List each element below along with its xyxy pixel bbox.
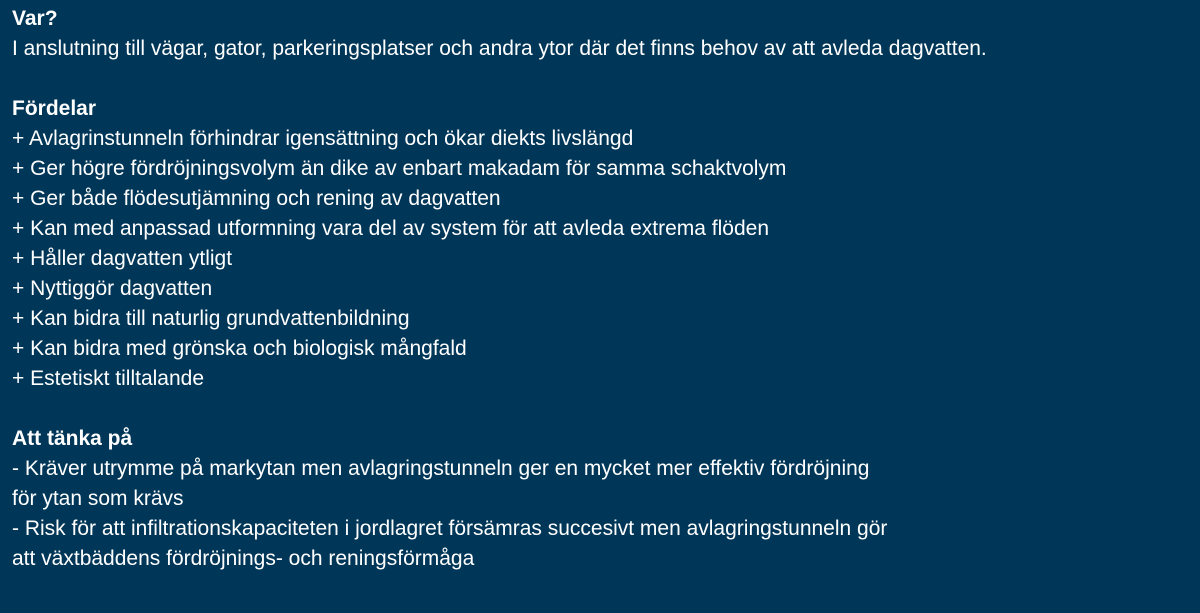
list-item: + Ger både flödesutjämning och rening av dagvatten bbox=[12, 187, 501, 210]
list-item: + Kan med anpassad utformning vara del av system för att avleda extrema flöden bbox=[12, 217, 769, 240]
list-item: + Avlagrinstunneln förhindrar igensättning och ökar diekts livslängd bbox=[12, 127, 634, 150]
list-item: + Estetiskt tilltalande bbox=[12, 367, 205, 390]
section-spacer bbox=[12, 64, 1200, 94]
section-text-var: I anslutning till vägar, gator, parkeringsplatser och andra ytor där det finns behov av att avleda dagvatten. bbox=[12, 37, 987, 60]
section-var bbox=[12, 4, 1200, 64]
list-item: + Kan bidra till naturlig grundvattenbildning bbox=[12, 307, 410, 330]
section-heading-var: Var? bbox=[12, 7, 58, 30]
consideration-line: - Kräver utrymme på markytan men avlagringstunneln ger en mycket mer effektiv fördröjning bbox=[12, 457, 870, 480]
consideration-line: för ytan som krävs bbox=[12, 487, 184, 510]
list-item: + Kan bidra med grönska och biologisk mångfald bbox=[12, 337, 467, 360]
section-att-tanka-pa bbox=[12, 424, 1200, 574]
section-fordelar bbox=[12, 94, 1200, 394]
section-heading-fordelar: Fördelar bbox=[12, 97, 97, 120]
section-spacer bbox=[12, 394, 1200, 424]
list-item: + Ger högre fördröjningsvolym än dike av enbart makadam för samma schaktvolym bbox=[12, 157, 787, 180]
list-item: + Håller dagvatten ytligt bbox=[12, 247, 233, 270]
list-item: + Nyttiggör dagvatten bbox=[12, 277, 213, 300]
consideration-line: - Risk för att infiltrationskapaciteten i jordlagret försämras succesivt men avlagringstunneln gör bbox=[12, 517, 888, 540]
section-heading-att-tanka-pa: Att tänka på bbox=[12, 427, 133, 450]
consideration-line: att växtbäddens fördröjnings- och reningsförmåga bbox=[12, 547, 475, 570]
benefits-list bbox=[12, 124, 1200, 394]
